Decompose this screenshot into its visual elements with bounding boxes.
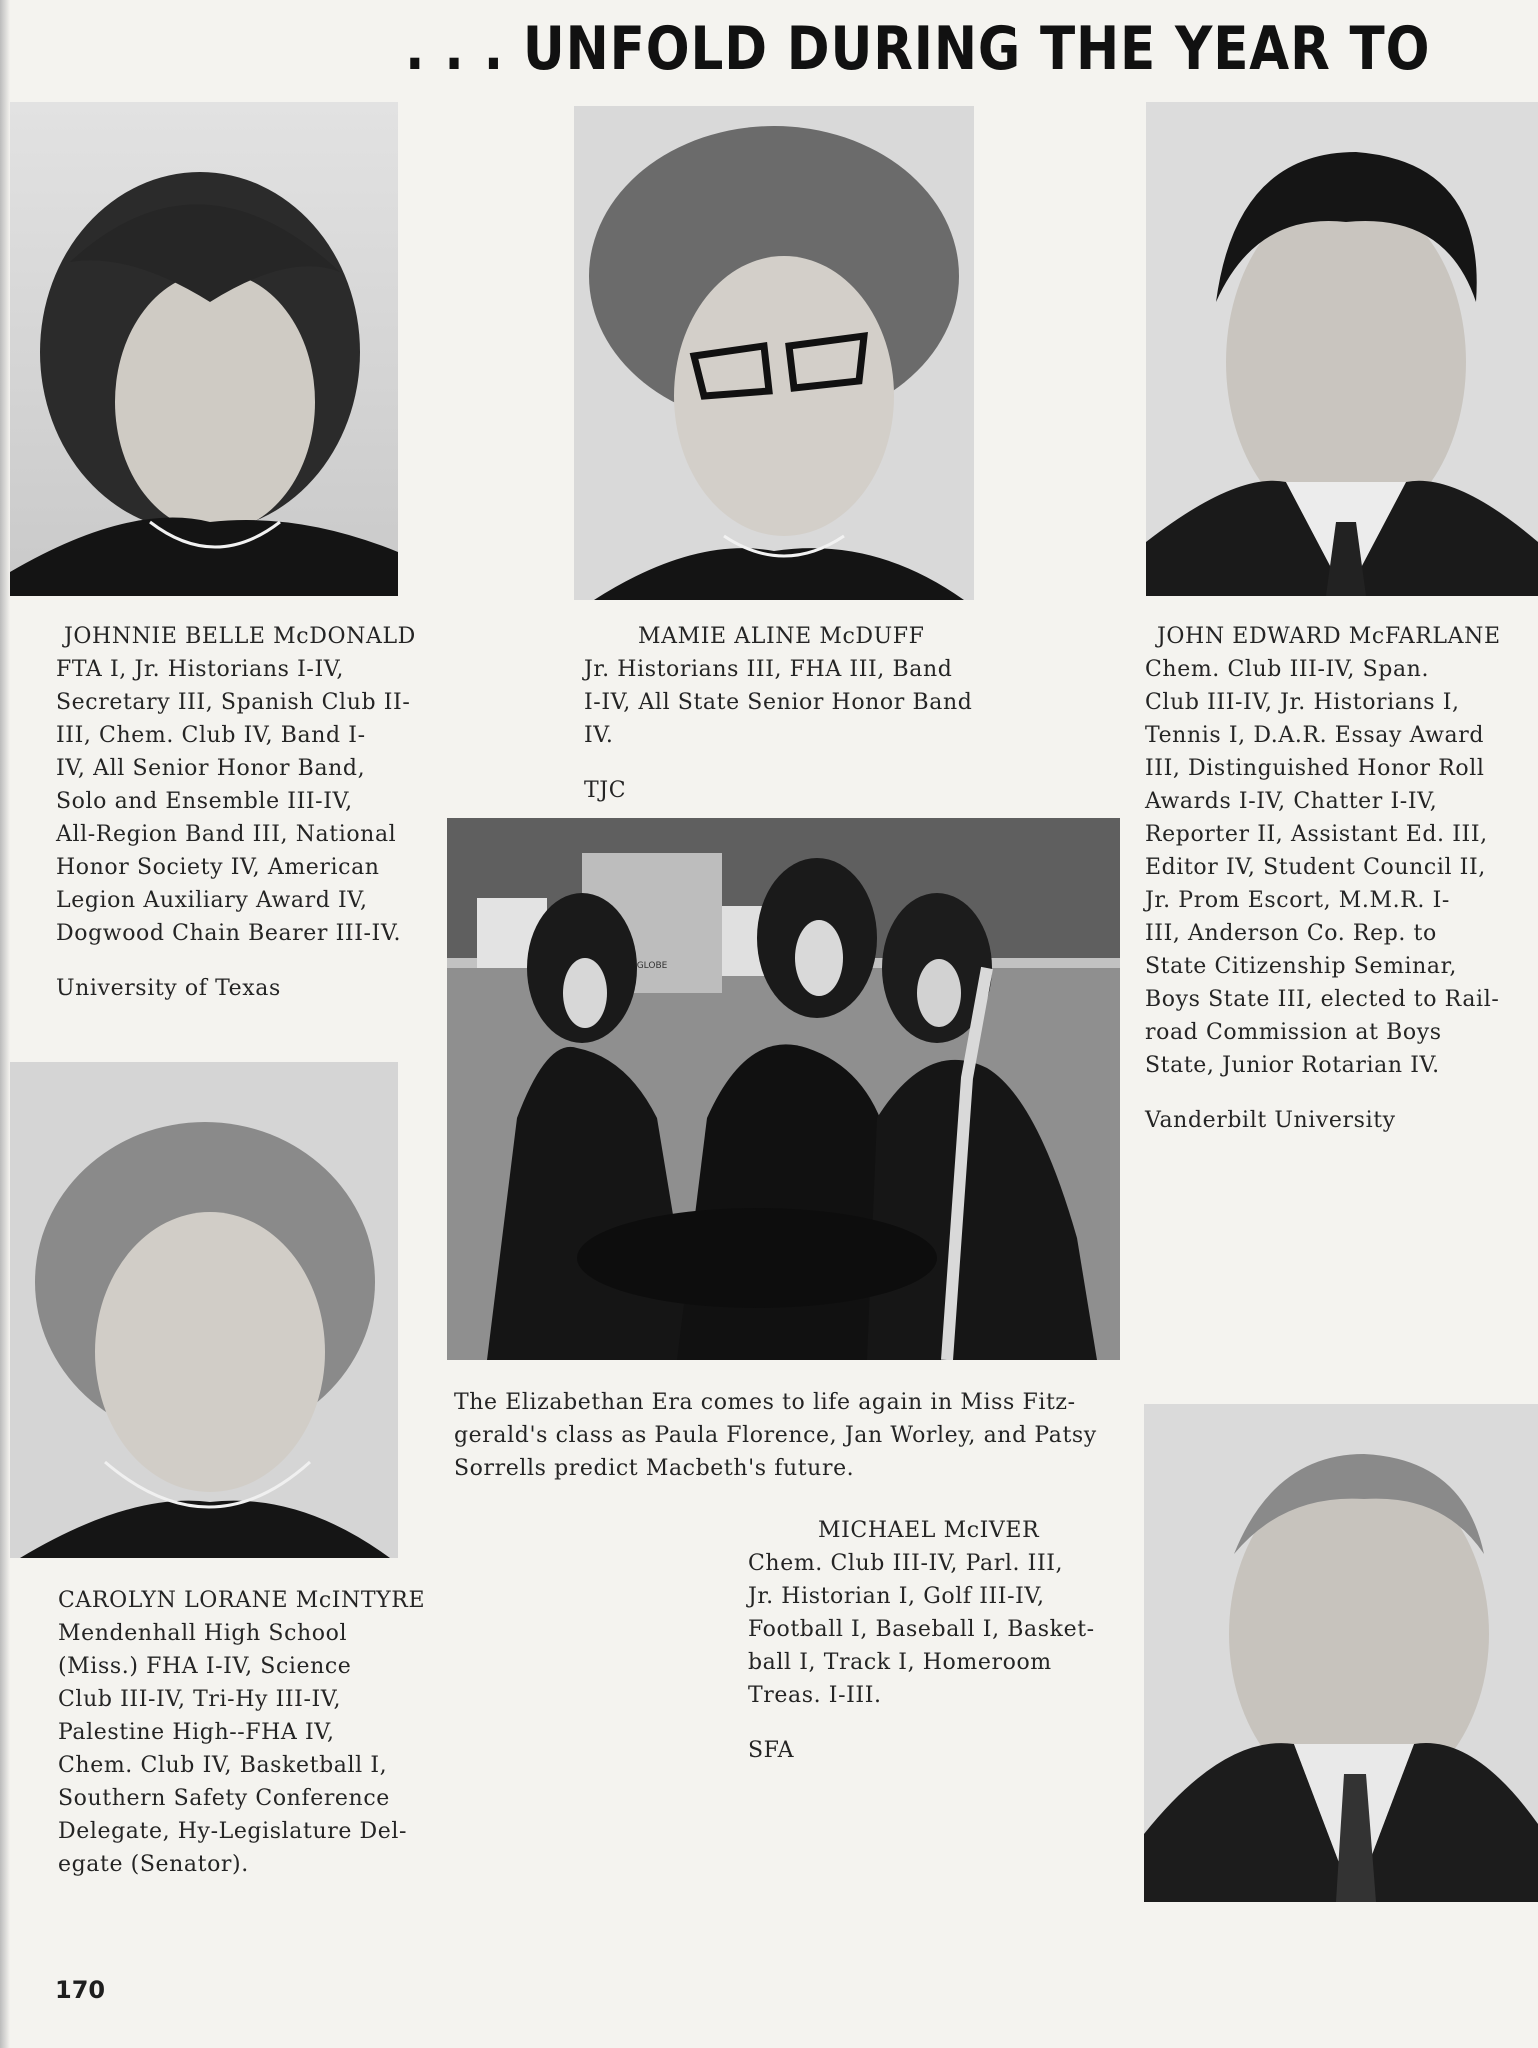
- group-photo-caption: [454, 1386, 1097, 1485]
- student-block-john-mcfarlane: [1145, 620, 1501, 1137]
- student-name: JOHN EDWARD McFARLANE: [1157, 624, 1501, 649]
- page-headline: . . . UNFOLD DURING THE YEAR TO: [405, 14, 1431, 84]
- student-block-johnnie-mcdonald: [56, 620, 416, 1005]
- activity-line: Chem. Club III-IV, Span.: [1145, 657, 1430, 682]
- activity-line: I-IV, All State Senior Honor Band: [584, 690, 973, 715]
- activity-line: IV, All Senior Honor Band,: [56, 756, 366, 781]
- activity-line: Legion Auxiliary Award IV,: [56, 888, 368, 913]
- student-block-michael-mciver: [748, 1514, 1095, 1767]
- activity-line: Football I, Baseball I, Basket-: [748, 1617, 1095, 1642]
- group-photo-macbeth: [447, 818, 1120, 1360]
- activity-line: Jr. Historian I, Golf III-IV,: [748, 1584, 1045, 1609]
- activity-line: Reporter II, Assistant Ed. III,: [1145, 822, 1488, 847]
- activity-line: Awards I-IV, Chatter I-IV,: [1145, 789, 1438, 814]
- activity-line: Club III-IV, Tri-Hy III-IV,: [58, 1687, 342, 1712]
- activity-line: IV.: [584, 723, 614, 748]
- caption-line: Sorrells predict Macbeth's future.: [454, 1456, 855, 1481]
- caption-line: The Elizabethan Era comes to life again in Miss Fitz-: [454, 1390, 1076, 1415]
- activity-line: Boys State III, elected to Rail-: [1145, 987, 1500, 1012]
- activity-line: III, Chem. Club IV, Band I-: [56, 723, 366, 748]
- college: TJC: [584, 778, 627, 803]
- activity-line: Jr. Historians III, FHA III, Band: [584, 657, 953, 682]
- activity-line: Dogwood Chain Bearer III-IV.: [56, 921, 402, 946]
- student-block-carolyn-mcintyre: [58, 1584, 425, 1881]
- activity-line: Secretary III, Spanish Club II-: [56, 690, 411, 715]
- activity-line: State, Junior Rotarian IV.: [1145, 1053, 1440, 1078]
- portrait-carolyn-mcintyre: [10, 1062, 398, 1558]
- activity-line: FTA I, Jr. Historians I-IV,: [56, 657, 344, 682]
- student-name: MAMIE ALINE McDUFF: [638, 624, 925, 649]
- activity-line: Solo and Ensemble III-IV,: [56, 789, 353, 814]
- globe-sign-text: GLOBE: [636, 961, 668, 971]
- student-name: CAROLYN LORANE McINTYRE: [58, 1588, 426, 1613]
- activity-line: Tennis I, D.A.R. Essay Award: [1145, 723, 1485, 748]
- portrait-mamie-mcduff: [574, 106, 974, 600]
- activity-line: All-Region Band III, National: [56, 822, 397, 847]
- activity-line: Delegate, Hy-Legislature Del-: [58, 1819, 408, 1844]
- activity-line: III, Anderson Co. Rep. to: [1145, 921, 1437, 946]
- college: SFA: [748, 1738, 795, 1763]
- student-name: MICHAEL McIVER: [818, 1518, 1040, 1543]
- activity-line: Jr. Prom Escort, M.M.R. I-: [1145, 888, 1450, 913]
- page-number: 170: [55, 1976, 106, 2004]
- student-name: JOHNNIE BELLE McDONALD: [64, 624, 416, 649]
- college: Vanderbilt University: [1145, 1108, 1396, 1133]
- page-edge-shadow: [0, 0, 10, 2048]
- activity-line: Editor IV, Student Council II,: [1145, 855, 1486, 880]
- portrait-john-mcfarlane: [1146, 102, 1538, 596]
- activity-line: (Miss.) FHA I-IV, Science: [58, 1654, 352, 1679]
- activity-line: III, Distinguished Honor Roll: [1145, 756, 1485, 781]
- activity-line: egate (Senator).: [58, 1852, 249, 1877]
- student-block-mamie-mcduff: [584, 620, 972, 807]
- activity-line: Treas. I-III.: [748, 1683, 882, 1708]
- activity-line: Mendenhall High School: [58, 1621, 348, 1646]
- activity-line: road Commission at Boys: [1145, 1020, 1442, 1045]
- activity-line: State Citizenship Seminar,: [1145, 954, 1457, 979]
- portrait-johnnie-mcdonald: [10, 102, 398, 596]
- caption-line: gerald's class as Paula Florence, Jan Worley, and Patsy: [454, 1423, 1097, 1448]
- activity-line: Palestine High--FHA IV,: [58, 1720, 335, 1745]
- activity-line: ball I, Track I, Homeroom: [748, 1650, 1052, 1675]
- activity-line: Club III-IV, Jr. Historians I,: [1145, 690, 1460, 715]
- activity-line: Chem. Club III-IV, Parl. III,: [748, 1551, 1064, 1576]
- activity-line: Honor Society IV, American: [56, 855, 380, 880]
- portrait-michael-mciver: [1144, 1404, 1538, 1902]
- activity-line: Chem. Club IV, Basketball I,: [58, 1753, 388, 1778]
- activity-line: Southern Safety Conference: [58, 1786, 390, 1811]
- college: University of Texas: [56, 976, 281, 1001]
